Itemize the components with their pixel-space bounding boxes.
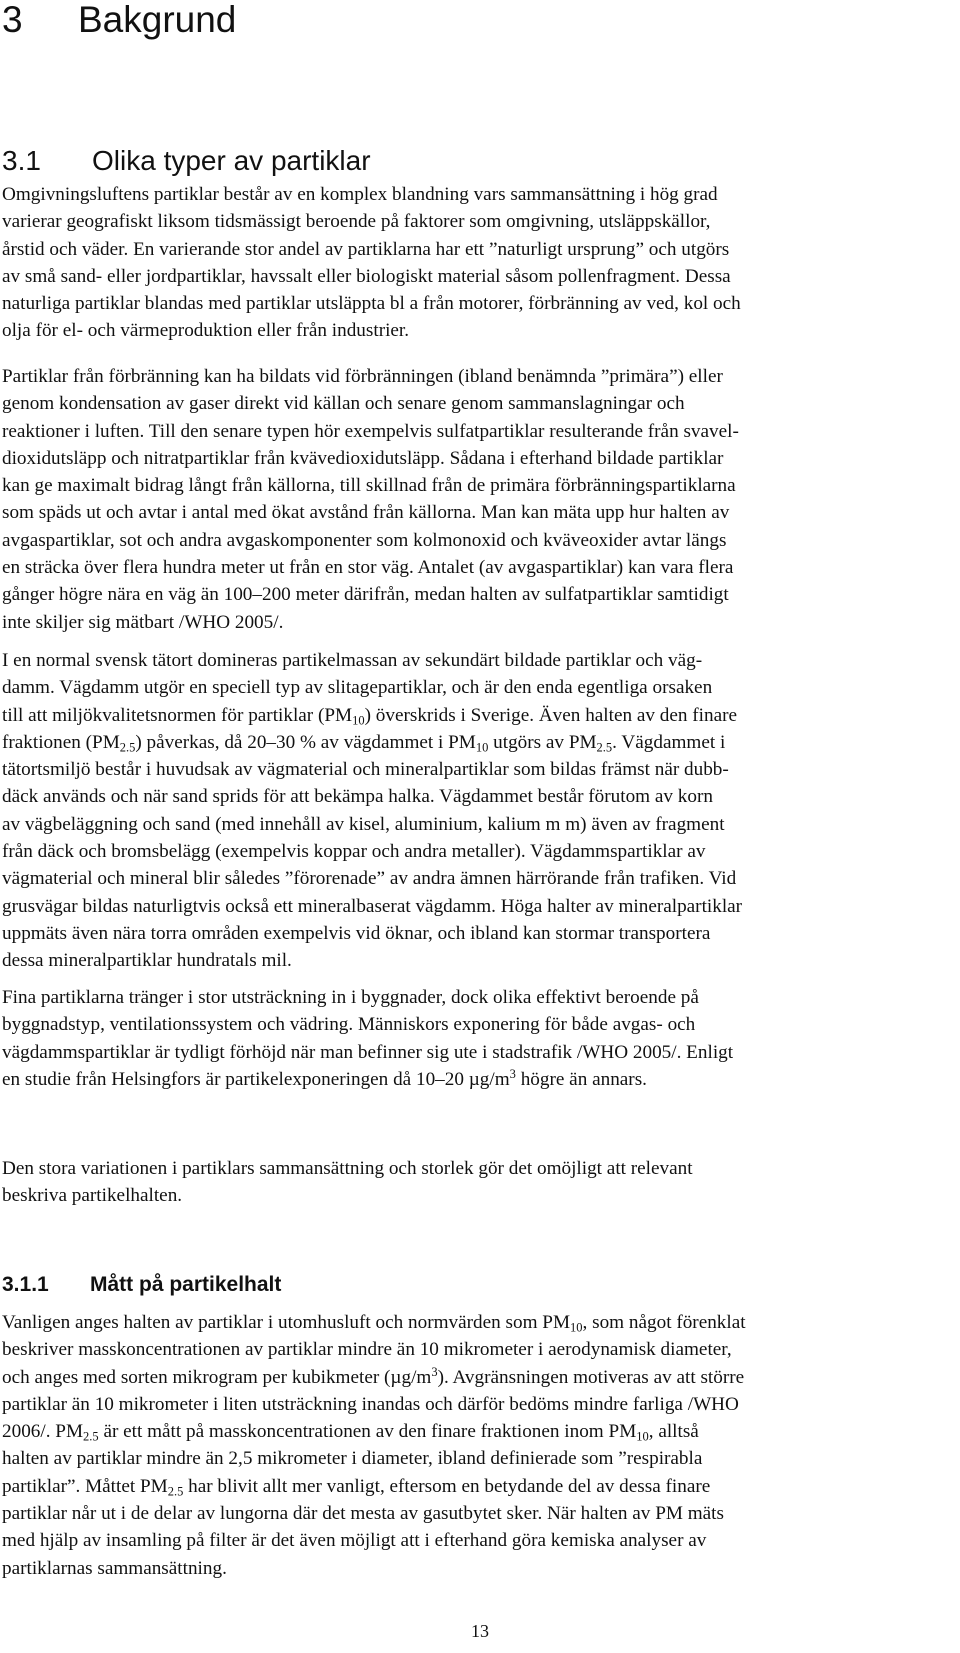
subscript: 10 [475,740,489,755]
text-line [2,554,960,581]
text-line [2,920,960,947]
text-run: Fina partiklarna tränger i stor utsträckning in i byggnader, dock olika effektivt beroende på [2,987,699,1008]
text-run: ). Avgränsningen motiveras av att större [437,1366,745,1388]
text-run: vägdammspartiklar är tydligt förhöjd när man befinner sig ute i stadstrafik /WHO 2005/. Enligt [2,1041,734,1063]
text-run: kan ge maximalt bidrag långt från källorna, till skillnad från de primära förbränningspartiklarna [2,475,736,497]
text-run: grusvägar bildas naturligtvis också ett mineralbaserat vägdamm. Höga halter av mineralpartiklar [2,895,743,917]
text-run: gånger högre nära en väg än 100–200 meter därifrån, medan halten av sulfatpartiklar samtidigt [2,584,729,606]
text-line [2,609,960,636]
text-line [2,236,960,263]
subsection-title: Mått på partikelhalt [90,1273,282,1296]
text-line [2,472,960,499]
text-line [2,1039,960,1066]
text-line [2,702,960,729]
text-line [2,290,960,317]
text-line [2,811,960,838]
text-line [2,1336,960,1363]
text-line [2,756,960,783]
chapter-number: 3 [2,0,23,40]
subsection-number: 3.1.1 [2,1273,49,1296]
text-run: utgörs av PM [488,731,597,753]
chapter-title: Bakgrund [78,0,237,40]
subscript: 10 [352,713,365,728]
text-run: , som något förenklat [582,1312,746,1333]
text-line [2,418,960,445]
text-run: partiklarnas sammansättning. [2,1557,227,1579]
section-title: Olika typer av partiklar [92,145,371,176]
text-line [2,1066,960,1093]
text-run: en studie från Helsingfors är partikelexponeringen då 10–20 µg/m [2,1068,510,1090]
text-run: av små sand- eller jordpartiklar, havssalt eller biologiskt material såsom pollenfragment. Dessa [2,265,731,287]
subscript: 10 [636,1429,649,1444]
text-run: Vanligen anges halten av partiklar i utomhusluft och normvärden som PM [2,1312,571,1333]
text-run: partiklar”. Måttet PM [2,1475,168,1497]
text-run: reaktioner i luften. Till den senare typen hör exempelvis sulfatpartiklar resulterande från svavel- [2,420,739,442]
text-run: olja för el- och värmeproduktion eller från industrier. [2,320,410,342]
paragraph-6 [2,1309,960,1582]
text-line [2,729,960,756]
text-line [2,1391,960,1418]
chapter-heading [2,0,236,40]
text-run: . Vägdammet i [612,731,726,753]
superscript: 3 [431,1364,438,1379]
text-run: och anges med sorten mikrogram per kubikmeter (µg/m [2,1366,432,1388]
text-run: högre än annars. [515,1068,647,1090]
text-line [2,1155,960,1182]
text-run: däck används och när sand sprids för att bekämpa halka. Vägdammet består förutom av korn [2,786,713,808]
text-run: , alltså [648,1421,699,1443]
text-run: I en normal svensk tätort domineras partikelmassan av sekundärt bildade partiklar och väg- [2,650,703,671]
subscript: 2.5 [167,1484,184,1499]
text-line [2,783,960,810]
subscript: 2.5 [596,740,613,755]
text-line [2,445,960,472]
text-run: 2006/. PM [2,1421,84,1443]
text-run: Den stora variationen i partiklars sammansättning och storlek gör det omöjligt att relevant [2,1158,693,1179]
text-line [2,317,960,344]
text-line [2,947,960,974]
text-run: avgaspartiklar, sot och andra avgaskomponenter som kolmonoxid och kväveoxider avtar längs [2,529,727,551]
text-run: ) påverkas, då 20–30 % av vägdammet i PM [135,731,476,753]
text-line [2,647,960,674]
subsection-heading [2,1272,281,1298]
text-run: uppmäts även nära torra områden exempelvis vid öknar, och ibland kan stormar transportera [2,922,711,944]
text-line [2,208,960,235]
text-run: beskriver masskoncentrationen av partiklar mindre än 10 mikrometer i aerodynamisk diameter, [2,1339,732,1361]
text-line [2,1011,960,1038]
subscript: 10 [570,1320,583,1335]
text-line [2,181,960,208]
text-line [2,1182,960,1209]
text-run: fraktionen (PM [2,731,120,753]
text-run: tätortsmiljö består i huvudsak av vägmaterial och mineralpartiklar som bildas främst när dubb- [2,759,729,781]
text-line [2,1445,960,1472]
text-line [2,527,960,554]
text-line [2,1364,960,1391]
subscript: 2.5 [119,740,136,755]
text-run: damm. Vägdamm utgör en speciell typ av slitagepartiklar, och är den enda egentliga orsaken [2,677,713,699]
paragraph-4 [2,984,960,1093]
paragraph-5 [2,1155,960,1210]
text-line [2,1418,960,1445]
text-line [2,1500,960,1527]
text-run: årstid och väder. En varierande stor andel av partiklarna har ett ”naturligt ursprung” och utgörs [2,238,730,260]
text-run: partiklar än 10 mikrometer i liten utsträckning inandas och därför bedöms mindre farliga /WHO [2,1393,739,1415]
text-run: från däck och bromsbelägg (exempelvis koppar och andra metaller). Vägdammspartiklar av [2,841,706,863]
text-run: naturliga partiklar blandas med partiklar utsläppta bl a från motorer, förbränning av ved, kol och [2,293,741,315]
text-run: inte skiljer sig mätbart /WHO 2005/. [2,611,284,633]
text-run: har blivit allt mer vanligt, eftersom en betydande del av dessa finare [183,1475,711,1497]
text-run: Omgivningsluftens partiklar består av en komplex blandning vars sammansättning i hög grad [2,184,718,205]
text-line [2,263,960,290]
text-line [2,1473,960,1500]
text-line [2,1309,960,1336]
text-run: som späds ut och avtar i antal med ökat avstånd från källorna. Man kan mäta upp hur halten av [2,502,730,524]
text-run: till att miljökvalitetsnormen för partiklar (PM [2,704,353,726]
text-line [2,893,960,920]
text-run: beskriva partikelhalten. [2,1185,183,1207]
text-line [2,865,960,892]
text-run: halten av partiklar mindre än 2,5 mikrometer i diameter, ibland definierade som ”respirabla [2,1448,703,1470]
text-run: av vägbeläggning och sand (med innehåll av kisel, aluminium, kalium m m) även av fragment [2,813,725,835]
page-number: 13 [471,1621,489,1641]
text-line [2,1527,960,1554]
text-run: genom kondensation av gaser direkt vid källan och senare genom sammanslagningar och [2,393,685,415]
text-run: dioxidutsläpp och nitratpartiklar från kvävedioxidutsläpp. Sådana i efterhand bildade partiklar [2,447,724,469]
text-run: partiklar når ut i de delar av lungorna där det mesta av gasutbytet sker. När halten av PM mäts [2,1503,724,1525]
paragraph-2 [2,363,960,636]
text-line [2,499,960,526]
superscript: 3 [509,1067,516,1082]
text-line [2,390,960,417]
text-run: varierar geografiskt liksom tidsmässigt beroende på faktorer som omgivning, utsläppskällor, [2,211,711,233]
text-run: en sträcka över flera hundra meter ut från en stor väg. Antalet (av avgaspartiklar) kan vara flera [2,557,734,579]
text-run: Partiklar från förbränning kan ha bildats vid förbränningen (ibland benämnda ”primära”) eller [2,366,723,387]
text-line [2,363,960,390]
section-number: 3.1 [2,145,41,176]
paragraph-3 [2,647,960,975]
text-line [2,1555,960,1582]
text-run: är ett mått på masskoncentrationen av den finare fraktionen inom PM [98,1421,637,1443]
subscript: 2.5 [83,1429,99,1444]
text-run: ) överskrids i Sverige. Även halten av den finare [364,704,738,726]
text-run: vägmaterial och mineral blir således ”förorenade” av andra ämnen härrörande från trafiken. Vid [2,868,737,890]
text-line [2,984,960,1011]
section-heading [2,145,371,177]
paragraph-1 [2,181,960,345]
text-line [2,838,960,865]
text-line [2,674,960,701]
text-run: dessa mineralpartiklar hundratals mil. [2,950,292,972]
text-run: med hjälp av insamling på filter är det även möjligt att i efterhand göra kemiska analyser av [2,1530,707,1552]
text-run: byggnadstyp, ventilationssystem och vädring. Människors exponering för både avgas- och [2,1014,696,1036]
text-line [2,581,960,608]
